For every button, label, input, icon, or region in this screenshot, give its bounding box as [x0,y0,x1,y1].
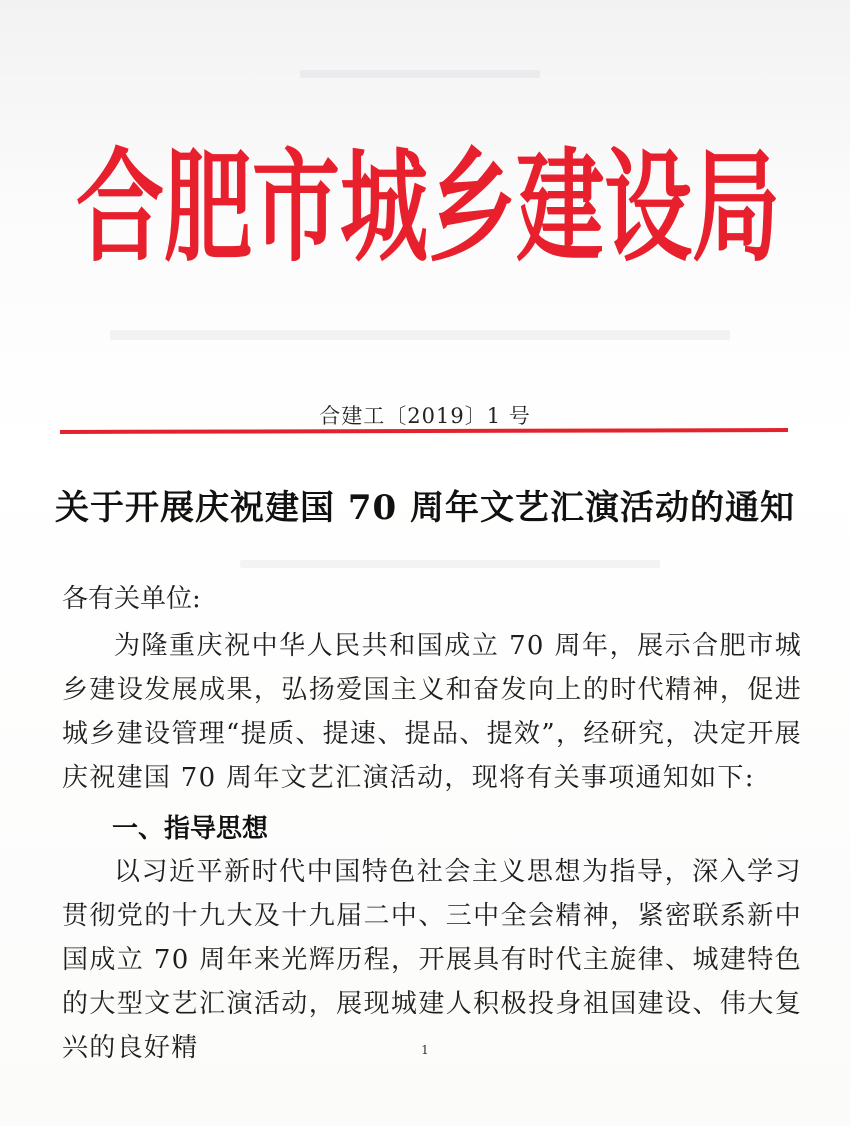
letterhead-char: 建 [516,136,605,279]
letterhead-char: 城 [340,136,429,279]
page-number: 1 [421,1043,429,1057]
letterhead-char: 市 [252,136,341,279]
letterhead-char: 乡 [428,136,517,279]
salutation: 各有关单位: [62,584,201,614]
document-title: 关于开展庆祝建国 70 周年文艺汇演活动的通知 [55,488,795,528]
letterhead-char: 肥 [164,136,253,279]
bleed-through-mark [300,70,540,78]
bleed-through-mark [110,330,730,340]
section-heading: 一、指导思想 [112,814,269,844]
letterhead-char: 局 [692,136,781,279]
body-paragraph-intro [62,624,802,800]
bleed-through-mark [240,560,660,568]
issuer-letterhead [76,136,781,279]
letterhead-char: 设 [604,136,693,279]
paragraph-text: 以习近平新时代中国特色社会主义思想为指导，深入学习贯彻党的十九大及十九届二中、三中全会精神，紧密联系新中国成立 70 周年来光辉历程，开展具有时代主旋律、城建特色的大型文艺汇演活动，展现城建人积极投身祖国建设、伟大复兴的良好精 [62,857,802,1063]
paragraph-text: 为隆重庆祝中华人民共和国成立 70 周年，展示合肥市城乡建设发展成果，弘扬爱国主义和奋发向上的时代精神，促进城乡建设管理“提质、提速、提品、提效”，经研究，决定开展庆祝建国 70 周年文艺汇演活动，现将有关事项通知如下: [62,631,802,793]
body-paragraph-guiding [62,850,802,1070]
letterhead-char: 合 [76,136,165,279]
document-number: 合建工〔2019〕1 号 [319,404,531,428]
red-divider-rule [60,428,788,434]
